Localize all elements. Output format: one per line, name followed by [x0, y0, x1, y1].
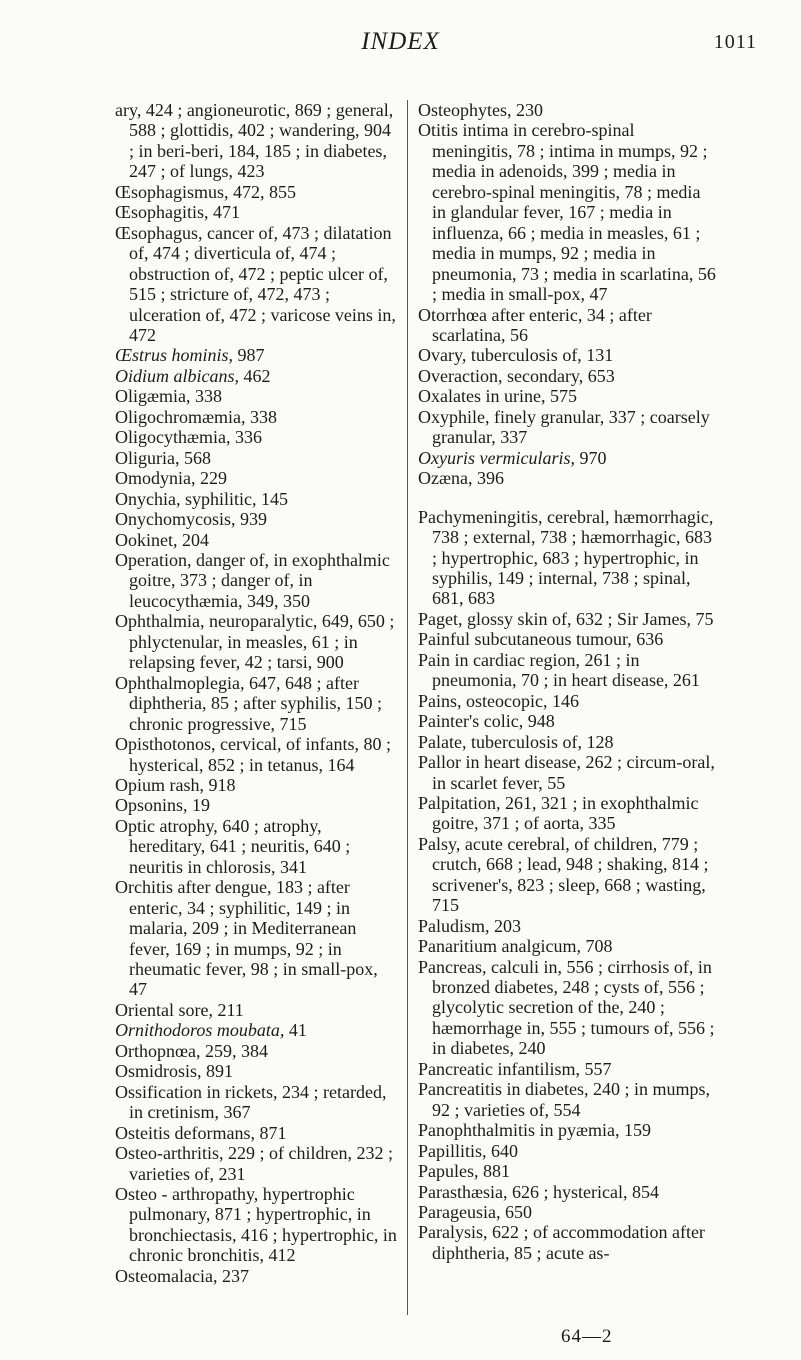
page-title: INDEX [361, 28, 440, 55]
index-entry [115, 530, 400, 550]
index-entry-references: 471 [208, 202, 241, 223]
index-entry-heading: Overaction, [418, 365, 503, 386]
index-entry-references: tuberculosis of, 128 [466, 731, 614, 752]
index-entry-references: 237 [217, 1265, 249, 1286]
index-entry-references: 229 ; of children, 232 ; varieties of, 231 [129, 1143, 393, 1184]
index-entry-references: 396 [472, 468, 504, 489]
index-entry-heading: Palsy, [418, 833, 461, 854]
index-entry [418, 629, 718, 649]
index-entry-heading: Œsophagitis, [115, 202, 209, 223]
index-entry [418, 609, 718, 629]
index-entry [115, 816, 400, 877]
index-entry [418, 1182, 718, 1202]
index-entry [418, 793, 718, 834]
letter-section-gap [418, 489, 718, 507]
index-entry [115, 550, 400, 611]
index-entry-references: 640 ; atrophy, hereditary, 641 ; neuritis, 640 ; neuritis in chlorosis, 341 [129, 815, 351, 877]
index-entry-heading: Opisthotonos, [115, 734, 216, 755]
index-entry-references: 918 [204, 774, 236, 795]
index-entry [115, 775, 400, 795]
index-entry-heading: Pancreas, [418, 956, 487, 977]
index-entry [115, 223, 400, 346]
index-entry-heading: Ophthalmoplegia, [115, 672, 245, 693]
index-entry-heading: Parasthæsia, [418, 1181, 508, 1202]
index-entry [115, 734, 400, 775]
index-column-left [115, 100, 400, 1286]
index-entry [418, 1059, 718, 1079]
index-entry [115, 1184, 400, 1266]
index-entry-heading: Papillitis, [418, 1140, 487, 1161]
index-entry [418, 691, 718, 711]
index-entry-heading: Omodynia, [115, 468, 196, 489]
index-entry-references: glossy skin of, 632 ; Sir James, 75 [462, 608, 714, 629]
index-entry-heading: Pancreatic infantilism, [418, 1058, 580, 1079]
index-entry-heading: Ozæna, [418, 468, 473, 489]
index-entry-heading: Oxyphile, [418, 406, 490, 427]
index-entry-references: hypertrophic pulmonary, 871 ; hypertrophic, in bronchiectasis, 416 ; hypertrophic, in chronic bronchitis, 412 [129, 1184, 397, 1266]
index-entry [418, 407, 718, 448]
index-entry-references: 881 [478, 1161, 510, 1182]
index-entry-references: in heart disease, 262 ; circum-oral, in scarlet fever, 55 [432, 752, 715, 793]
index-entry [418, 711, 718, 731]
index-entry-references: in diabetes, 240 ; in mumps, 92 ; varieties of, 554 [432, 1079, 710, 1120]
index-entry-heading: Painter's colic, [418, 711, 524, 732]
index-entry-references: 939 [235, 509, 267, 530]
index-entry-references: 626 ; hysterical, 854 [507, 1181, 659, 1202]
index-entry-heading: Œsophagismus, [115, 181, 229, 202]
index-entry-references: 708 [580, 936, 613, 957]
index-entry-references: 229 [195, 468, 227, 489]
index-entry-heading: Otitis [418, 120, 459, 141]
index-entry [418, 366, 718, 386]
index-entry [115, 427, 400, 447]
index-entry [418, 936, 718, 956]
index-entry-heading: Pains, [418, 690, 462, 711]
index-entry-heading: Ossification [115, 1081, 202, 1102]
index-entry-heading: Oidium albicans, [115, 365, 239, 386]
index-entry-references: cervical, of infants, 80 ; hysterical, 852 ; in tetanus, 164 [129, 734, 391, 775]
index-entry-references: ary, 424 ; angioneurotic, 869 ; general, 588 ; glottidis, 402 ; wandering, 904 ; in beri-beri, 184, 185 ; in diabetes, 247 ; of lungs, 423 [115, 100, 394, 182]
index-entry-heading: Opsonins, [115, 795, 188, 816]
index-entry [115, 1020, 400, 1040]
index-entry-references: 557 [579, 1058, 612, 1079]
index-entry [115, 1123, 400, 1143]
index-entry-references: in pyæmia, 159 [535, 1120, 651, 1141]
index-entry [115, 345, 400, 365]
index-entry-heading: Paludism, [418, 915, 490, 936]
index-entry-heading: Oxalates [418, 386, 481, 407]
index-entry [115, 611, 400, 672]
index-entry-references: finely granular, 337 ; coarsely granular, 337 [432, 406, 710, 448]
index-entry-heading: Palate, [418, 731, 467, 752]
index-entry-heading: Operation, [115, 549, 192, 570]
index-entry-heading: Oxyuris vermicularis, [418, 447, 575, 468]
index-entry-heading: Osteophytes, [418, 100, 512, 120]
index-entry [418, 386, 718, 406]
index-entry [418, 468, 718, 488]
index-entry [115, 877, 400, 1000]
index-entry [418, 1141, 718, 1161]
index-entry-heading: Ovary, [418, 345, 467, 366]
index-entry [115, 468, 400, 488]
index-entry-heading: Œsophagus, [115, 222, 203, 243]
index-entry-heading: Osteo-arthritis, [115, 1143, 224, 1164]
index-entry [115, 407, 400, 427]
index-entry-references: 891 [201, 1061, 234, 1082]
index-entry [418, 732, 718, 752]
index-entry-references: syphilitic, 145 [180, 488, 288, 509]
index-entry-heading: Oriental sore, [115, 999, 213, 1020]
index-entry-heading: Painful subcutaneous tumour, [418, 629, 632, 650]
column-divider [407, 100, 408, 1315]
index-entry-references: in urine, 575 [480, 386, 577, 407]
index-entry-heading: Ophthalmia, [115, 611, 205, 632]
index-entry-heading: Osteomalacia, [115, 1265, 218, 1286]
index-entry-references: in rickets, 234 ; retarded, in cretinism, 367 [129, 1081, 387, 1123]
index-entry-references: intima in cerebro-spinal meningitis, 78 ; intima in mumps, 92 ; media in adenoids, 399 ; media in cerebro-spinal meningitis, 78 ; media in glandular fever, 167 ; media in influenza, 66 ; media in measles, 61 ; media in mumps, 92 ; media in pneumonia, 73 ; media in scarlatina, 56 ; media in small-pox, 47 [432, 120, 716, 305]
index-entry-heading: Palpitation, [418, 792, 501, 813]
index-entry-heading: Oliguria, [115, 447, 180, 468]
index-entry-references: 41 [284, 1020, 307, 1041]
index-entry-references: acute cerebral, of children, 779 ; crutch, 668 ; lead, 948 ; shaking, 814 ; scrivener's, 823 ; sleep, 668 ; wasting, 715 [432, 833, 709, 916]
index-entry [418, 305, 718, 346]
index-entry-heading: Panaritium analgicum, [418, 936, 581, 957]
index-entry [115, 1000, 400, 1020]
index-entry-heading: Otorrhœa [418, 304, 487, 325]
index-column-right [418, 100, 718, 1263]
index-entry [418, 1120, 718, 1140]
index-entry [115, 673, 400, 734]
index-entry-heading: Paralysis, [418, 1222, 488, 1243]
index-entry [418, 1222, 718, 1263]
index-entry-references: 636 [631, 629, 664, 650]
index-entry-references: 19 [187, 795, 211, 816]
index-entry [115, 182, 400, 202]
index-entry-heading: Opium rash, [115, 774, 204, 795]
index-entry-references: secondary, 653 [502, 365, 615, 386]
index-entry-references: 336 [230, 427, 262, 448]
index-entry-heading: Oligæmia, [115, 386, 191, 407]
index-entry [115, 509, 400, 529]
index-entry [418, 650, 718, 691]
index-entry-heading: Ornithodoros moubata, [115, 1020, 285, 1041]
index-entry-references: cerebral, hæmorrhagic, 738 ; external, 738 ; hæmorrhagic, 683 ; hypertrophic, 683 ; hypertrophic, in syphilis, 149 ; internal, 738 ; spinal, 681, 683 [432, 506, 714, 609]
index-entry-heading: Papules, [418, 1161, 479, 1182]
index-entry [115, 795, 400, 815]
index-entry [418, 120, 718, 304]
index-entry [115, 1143, 400, 1184]
index-entry-references: cancer of, 473 ; dilatation of, 474 ; diverticula of, 474 ; obstruction of, 472 ; peptic ulcer of, 515 ; stricture of, 472, 473 ; ulceration of, 472 ; varicose veins in, 472 [129, 222, 396, 345]
index-entry-heading: Ookinet, [115, 529, 178, 550]
index-entry [115, 100, 400, 182]
index-entry-heading: Panophthalmitis [418, 1120, 535, 1141]
index-entry-references: 987 [233, 345, 265, 366]
index-entry [115, 386, 400, 406]
index-entry-references: neuroparalytic, 649, 650 ; phlyctenular, in measles, 61 ; in relapsing fever, 42 ; tarsi, 900 [129, 611, 395, 673]
index-entry-references: after enteric, 34 ; after scarlatina, 56 [432, 304, 652, 345]
index-entry-references: 211 [212, 999, 244, 1020]
index-entry [418, 957, 718, 1059]
index-entry-heading: Osmidrosis, [115, 1061, 202, 1082]
index-entry-references: 259, 384 [200, 1040, 268, 1061]
index-entry [115, 1041, 400, 1061]
index-entry [115, 202, 400, 222]
index-entry-references: calculi in, 556 ; cirrhosis of, in bronzed diabetes, 248 ; cysts of, 556 ; glycolytic secretion of the, 240 ; hæmorrhage in, 555 ; tumours of, 556 ; in diabetes, 240 [432, 956, 715, 1059]
index-entry-references: 261, 321 ; in exophthalmic goitre, 371 ; of aorta, 335 [432, 792, 699, 834]
index-entry-references: tuberculosis of, 131 [466, 345, 614, 366]
index-entry-heading: Osteitis deformans, [115, 1122, 255, 1143]
index-entry-references: 203 [489, 915, 522, 936]
index-entry [115, 489, 400, 509]
index-entry-references: 230 [511, 100, 543, 120]
index-entry [115, 448, 400, 468]
index-entry [418, 1079, 718, 1120]
page-number: 1011 [713, 31, 757, 53]
index-entry-references: 640 [486, 1140, 519, 1161]
index-entry-heading: Oligochromæmia, [115, 406, 246, 427]
index-entry-references: 462 [239, 365, 271, 386]
index-entry-references: in cardiac region, 261 ; in pneumonia, 70 ; in heart disease, 261 [432, 649, 700, 691]
index-entry-heading: Pain [418, 649, 451, 670]
index-entry [418, 100, 718, 120]
index-entry-heading: Œstrus hominis, [115, 345, 234, 366]
index-entry-heading: Pallor [418, 752, 461, 773]
index-entry [418, 834, 718, 916]
index-entry [418, 1202, 718, 1222]
index-entry [418, 345, 718, 365]
index-entry-heading: Pancreatitis [418, 1079, 502, 1100]
index-entry [418, 752, 718, 793]
index-entry [418, 507, 718, 609]
index-entry-heading: Onychomycosis, [115, 509, 236, 530]
index-entry-heading: Orthopnœa, [115, 1040, 201, 1061]
index-entry-references: 871 [254, 1122, 287, 1143]
index-entry-references: 338 [245, 406, 277, 427]
index-entry-heading: Oligocythæmia, [115, 427, 231, 448]
index-entry-references: 970 [574, 447, 607, 468]
index-entry [115, 366, 400, 386]
index-entry-references: 650 [500, 1202, 532, 1223]
printer-signature: 64—2 [561, 1326, 613, 1347]
index-entry-heading: Paget, [418, 608, 463, 629]
index-entry [418, 916, 718, 936]
index-entry [115, 1266, 400, 1286]
index-entry-references: 647, 648 ; after diphtheria, 85 ; after syphilis, 150 ; chronic progressive, 715 [129, 672, 382, 734]
index-entry-heading: Optic atrophy, [115, 815, 218, 836]
index-entry-heading: Osteo - arthropathy, [115, 1184, 259, 1205]
index-entry-heading: Orchitis [115, 877, 173, 898]
index-entry-references: 568 [179, 447, 211, 468]
index-entry [115, 1061, 400, 1081]
index-entry-references: 622 ; of accommodation after diphtheria, 85 ; acute as- [432, 1222, 705, 1263]
index-entry-heading: Pachymeningitis, [418, 506, 543, 527]
index-entry [418, 1161, 718, 1181]
index-entry-references: 204 [177, 529, 209, 550]
index-entry-references: 472, 855 [228, 181, 297, 202]
index-entry [115, 1082, 400, 1123]
index-entry [418, 448, 718, 468]
index-entry-heading: Parageusia, [418, 1202, 501, 1223]
index-entry-heading: Onychia, [115, 488, 181, 509]
index-entry-references: 948 [523, 711, 555, 732]
index-entry-references: danger of, in exophthalmic goitre, 373 ; danger of, in leucocythæmia, 349, 350 [129, 549, 390, 611]
index-entry-references: after dengue, 183 ; after enteric, 34 ; syphilitic, 149 ; in malaria, 209 ; in Mediterranean fever, 169 ; in mumps, 92 ; in rheumatic fever, 98 ; in small-pox, 47 [129, 877, 378, 1000]
index-entry-references: 338 [190, 386, 222, 407]
index-entry-references: osteocopic, 146 [461, 690, 579, 711]
